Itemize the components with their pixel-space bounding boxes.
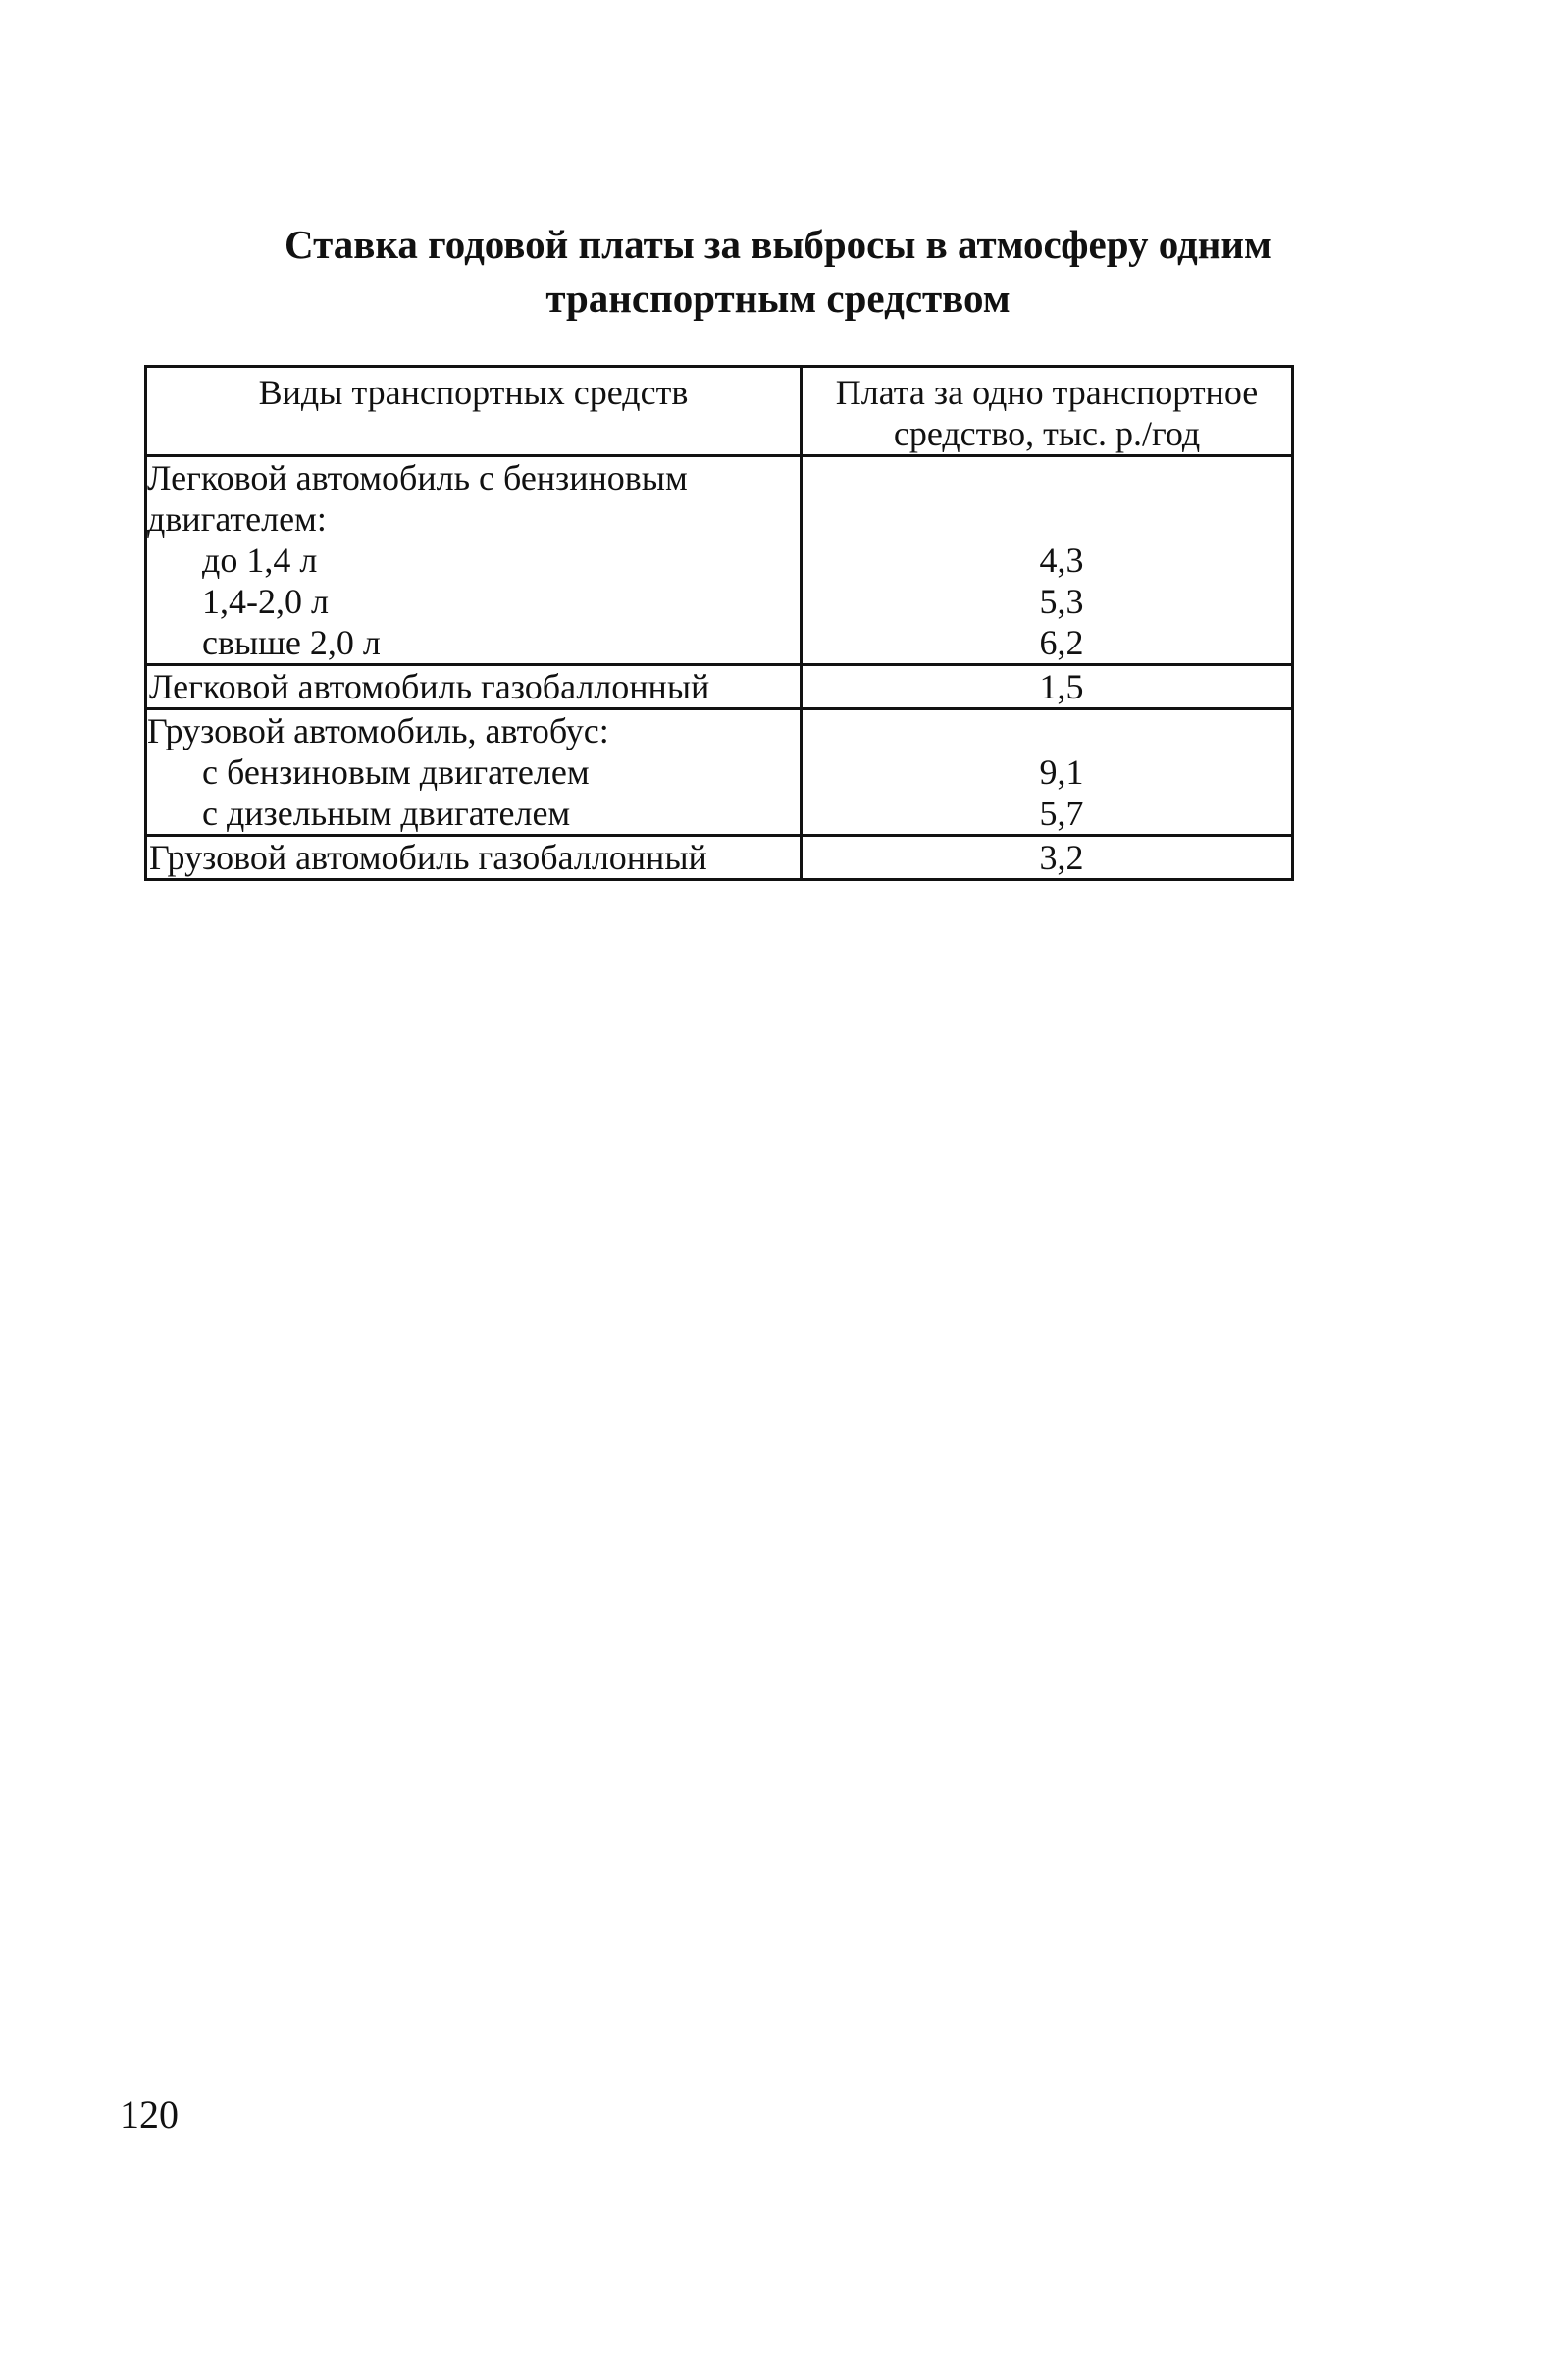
item-value: 6,2 bbox=[1039, 623, 1084, 662]
blank-line bbox=[803, 457, 1291, 498]
item-value: 5,3 bbox=[1039, 582, 1084, 621]
page-title bbox=[0, 218, 1556, 326]
item-value: 9,1 bbox=[1039, 752, 1084, 792]
header-fee-line-1: Плата за одно транспортное bbox=[835, 373, 1259, 412]
blank-line bbox=[803, 498, 1291, 540]
item-label: 1,4-2,0 л bbox=[202, 582, 329, 621]
table-row bbox=[146, 836, 1293, 880]
table-row bbox=[146, 665, 1293, 709]
item-label: с бензиновым двигателем bbox=[202, 752, 590, 792]
emission-fee-table bbox=[144, 365, 1294, 881]
row-value-cell bbox=[802, 456, 1293, 665]
row-value-cell bbox=[802, 709, 1293, 836]
table-header-row bbox=[146, 367, 1293, 456]
page-number: 120 bbox=[120, 2093, 179, 2137]
item-value: 4,3 bbox=[1039, 541, 1084, 580]
group-heading-line: Грузовой автомобиль, автобус: bbox=[147, 711, 609, 750]
item-label: до 1,4 л bbox=[202, 541, 318, 580]
title-line-1: Ставка годовой платы за выбросы в атмосферу одним bbox=[285, 222, 1271, 267]
title-line-2: транспортным средством bbox=[545, 276, 1011, 321]
group-heading-line: двигателем: bbox=[147, 499, 327, 539]
row-value-cell: 3,2 bbox=[802, 836, 1293, 880]
row-label-cell: Грузовой автомобиль газобаллонный bbox=[146, 836, 802, 880]
header-fee-line-2: средство, тыс. р./год bbox=[893, 414, 1201, 453]
item-value: 5,7 bbox=[1039, 794, 1084, 833]
header-vehicle-type bbox=[146, 367, 802, 456]
table-row bbox=[146, 709, 1293, 836]
table-row bbox=[146, 456, 1293, 665]
item-label: свыше 2,0 л bbox=[202, 623, 381, 662]
row-value-cell: 1,5 bbox=[802, 665, 1293, 709]
header-vehicle-type-label: Виды транспортных средств bbox=[258, 373, 689, 412]
header-fee bbox=[802, 367, 1293, 456]
row-label-cell bbox=[146, 456, 802, 665]
row-label-cell bbox=[146, 709, 802, 836]
row-label-cell: Легковой автомобиль газобаллонный bbox=[146, 665, 802, 709]
item-label: с дизельным двигателем bbox=[202, 794, 571, 833]
blank-line bbox=[803, 710, 1291, 751]
group-heading-line: Легковой автомобиль с бензиновым bbox=[147, 458, 688, 497]
